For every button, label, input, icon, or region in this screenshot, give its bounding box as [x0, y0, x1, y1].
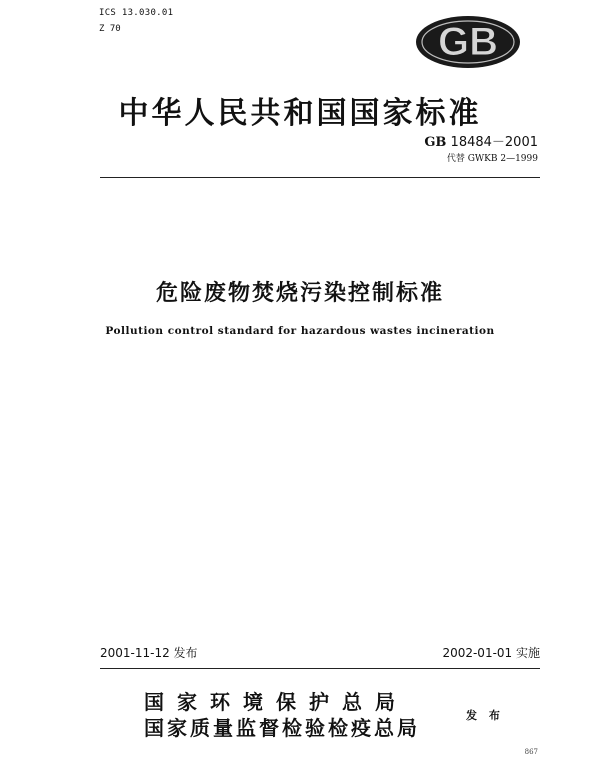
- ics-code: ICS 13.030.01: [99, 8, 174, 18]
- national-standard-title: 中华人民共和国国家标准: [118, 96, 482, 131]
- implementation-date: 2002-01-01 实施: [442, 646, 540, 660]
- replaces-standard: 代替 GWKB 2—1999: [446, 154, 538, 164]
- classification-code: Z 70: [99, 24, 121, 34]
- document-title-english: Pollution control standard for hazardous wastes incineration: [105, 325, 495, 337]
- issuer-aqsiq: 国家质量监督检验检疫总局: [144, 716, 420, 740]
- gb-logo: [414, 14, 522, 70]
- standard-prefix: GB: [424, 135, 447, 150]
- issue-date: 2001-11-12 发布: [100, 646, 198, 660]
- svg-text:GB: GB: [438, 20, 498, 64]
- publish-label: 发 布: [466, 709, 504, 722]
- standard-number-value: 18484－2001: [450, 135, 538, 150]
- page-number: 867: [524, 748, 538, 756]
- bottom-divider: [100, 668, 540, 669]
- standard-number: [424, 131, 538, 150]
- top-divider: [100, 177, 540, 178]
- document-title-chinese: 危险废物焚烧污染控制标准: [155, 281, 444, 306]
- issuer-sepa: 国家环境保护总局: [144, 690, 408, 714]
